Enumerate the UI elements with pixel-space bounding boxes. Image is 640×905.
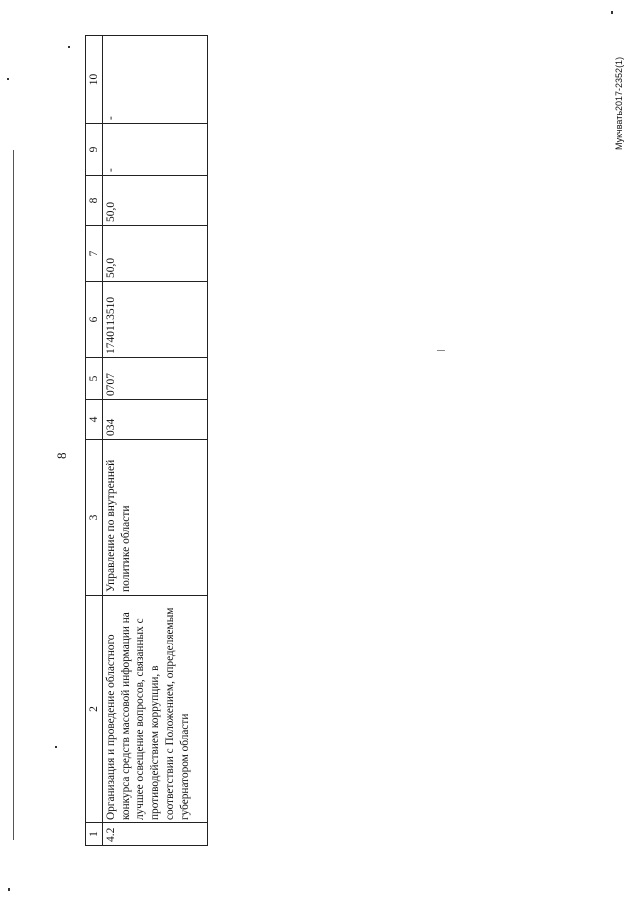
ministry-code: 034 — [103, 400, 208, 440]
header-cell: 9 — [86, 124, 103, 176]
item-number: 4.2 — [103, 823, 208, 846]
header-cell: 3 — [86, 440, 103, 596]
header-cell: 8 — [86, 176, 103, 226]
header-cell: 5 — [86, 358, 103, 400]
left-edge-line — [13, 150, 14, 840]
budget-table — [85, 36, 208, 846]
header-cell: 4 — [86, 400, 103, 440]
amount-total: 50,0 — [103, 226, 208, 282]
header-cell: 7 — [86, 226, 103, 282]
scan-dot — [8, 888, 10, 891]
amount-col10: - — [103, 36, 208, 124]
target-article-code: 1740113510 — [103, 282, 208, 358]
activity-description: Организация и проведение областного конкурса средств массовой информации на лучшее освещение вопросов, связанных с противодействием коррупции, в соответствии с Положением, определяемым губернатором области — [103, 596, 208, 823]
section-code: 0707 — [103, 358, 208, 400]
scan-dot — [437, 350, 445, 351]
responsible-executor: Управление по внутренней политике области — [103, 440, 208, 596]
header-cell: 6 — [86, 282, 103, 358]
table-row — [103, 36, 208, 846]
amount-year: 50,0 — [103, 176, 208, 226]
header-cell: 2 — [86, 596, 103, 823]
document-code: Мукчвать2017-2352(1) — [614, 56, 624, 150]
table-header-row — [86, 36, 103, 846]
scan-dot — [68, 46, 70, 48]
amount-col9: - — [103, 124, 208, 176]
scan-dot — [611, 11, 613, 14]
header-cell: 10 — [86, 36, 103, 124]
page-number: 8 — [54, 452, 69, 459]
header-cell: 1 — [86, 823, 103, 846]
scan-dot — [7, 78, 9, 80]
scan-dot — [55, 746, 57, 748]
